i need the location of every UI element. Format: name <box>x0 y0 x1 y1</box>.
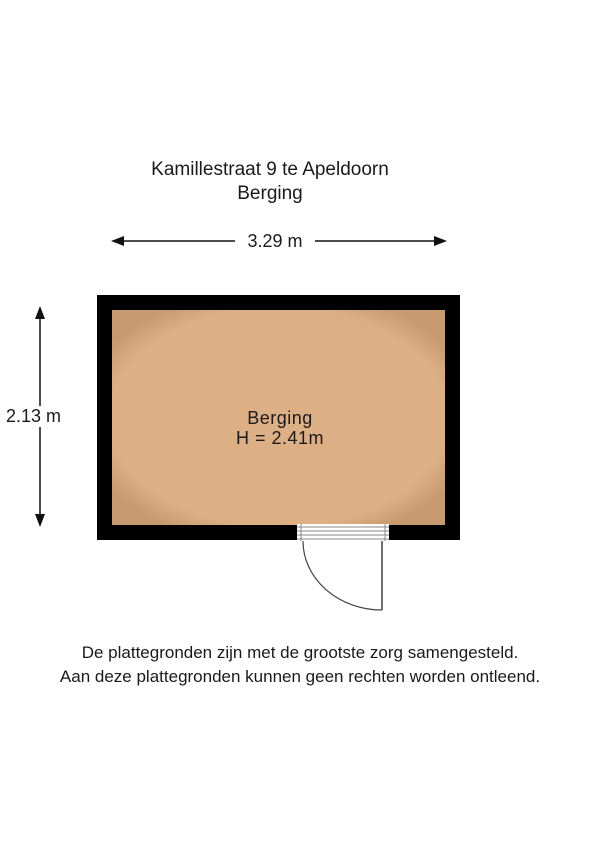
room-ceiling-height: H = 2.41m <box>235 428 325 448</box>
door <box>297 524 389 610</box>
arrow-down-icon <box>35 514 45 527</box>
disclaimer-line-2: Aan deze plattegronden kunnen geen rechten worden ontleend. <box>59 667 541 686</box>
arrow-up-icon <box>35 306 45 319</box>
room-label <box>110 408 450 448</box>
height-dimension-label: 2.13 m <box>6 406 62 426</box>
room-name: Berging <box>247 408 313 428</box>
door-swing-arc <box>303 541 382 610</box>
address-title: Kamillestraat 9 te Apeldoorn <box>151 159 389 180</box>
width-dimension-label: 3.29 m <box>235 231 315 252</box>
floor-subtitle: Berging <box>237 183 303 204</box>
disclaimer <box>0 641 600 689</box>
arrow-left-icon <box>111 236 124 246</box>
arrow-right-icon <box>434 236 447 246</box>
disclaimer-line-1: De plattegronden zijn met de grootste zorg samengesteld. <box>81 643 519 662</box>
